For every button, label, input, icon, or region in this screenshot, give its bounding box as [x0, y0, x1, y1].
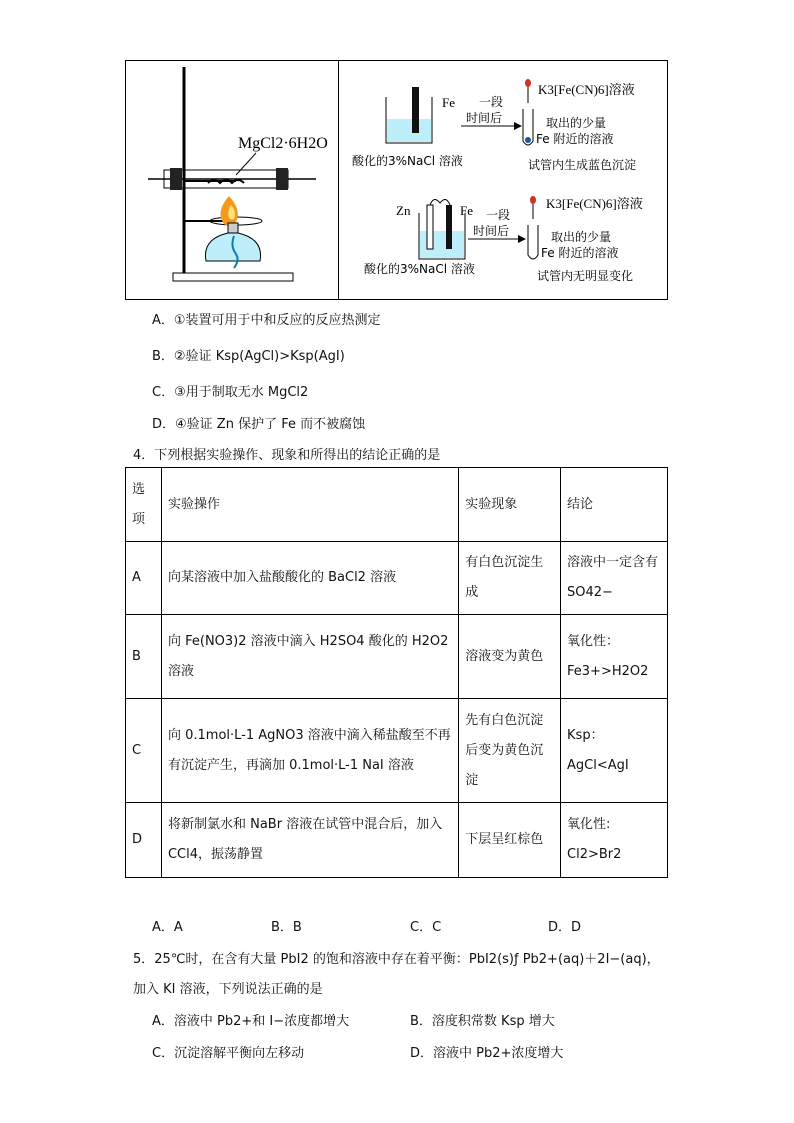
exp2-electrode-zn: Zn [396, 203, 411, 218]
row-phenomenon: 下层呈红棕色 [459, 803, 561, 878]
row-option: D [126, 803, 162, 878]
exp1-electrode: Fe [442, 95, 455, 110]
row-option: B [126, 615, 162, 699]
horizontal-tube [148, 168, 316, 190]
q5-stem-line-2: 加入 KI 溶液，下列说法正确的是 [133, 982, 323, 997]
exp1-solution: 酸化的3%NaCl 溶液 [352, 154, 463, 168]
exp1-sample-1: 取出的少量 [546, 116, 607, 130]
exp1-sample-2: Fe 附近的溶液 [536, 132, 614, 146]
row-option: C [126, 699, 162, 803]
exp2-arrow-text-1: 一段 [486, 208, 511, 222]
exp2-sample-2: Fe 附近的溶液 [541, 246, 619, 260]
exp1-reagent: K3[Fe(CN)6]溶液 [538, 82, 635, 97]
exp2-electrode-fe: Fe [460, 203, 473, 218]
q5-option-a: A．溶液中 Pb2+和 I−浓度都增大 [152, 1014, 350, 1029]
exp1-test-tube [523, 79, 533, 145]
row-phenomenon: 先有白色沉淀后变为黄色沉淀 [459, 699, 561, 803]
exp2-arrow-text-2: 时间后 [473, 224, 510, 238]
header-operation: 实验操作 [161, 468, 458, 542]
q5-stem-line-1: 5．25℃时，在含有大量 PbI2 的饱和溶液中存在着平衡：PbI2(s)ƒ Pb2+(aq)＋2I−(aq)， [133, 952, 660, 967]
row-operation: 向某溶液中加入盐酸酸化的 BaCl2 溶液 [161, 542, 458, 615]
exp2-beaker [419, 199, 465, 259]
q4-answer-c: C．C [410, 920, 442, 935]
q5-option-b: B．溶度积常数 Ksp 增大 [410, 1014, 555, 1029]
q3-option-d: D．④验证 Zn 保护了 Fe 而不被腐蚀 [152, 417, 366, 432]
q4-answer-b: B．B [271, 920, 302, 935]
row-conclusion: Ksp：AgCl<AgI [561, 699, 668, 803]
row-phenomenon: 有白色沉淀生成 [459, 542, 561, 615]
q3-option-c: C．③用于制取无水 MgCl2 [152, 385, 309, 400]
q4-table [125, 467, 668, 878]
row-operation: 向 0.1mol·L-1 AgNO3 溶液中滴入稀盐酸至不再有沉淀产生，再滴加 0.1mol·L-1 NaI 溶液 [161, 699, 458, 803]
row-operation: 向 Fe(NO3)2 溶液中滴入 H2SO4 酸化的 H2O2 溶液 [161, 615, 458, 699]
exp2-test-tube [528, 196, 538, 259]
experiment-figure [125, 60, 668, 300]
exp2-solution: 酸化的3%NaCl 溶液 [364, 262, 475, 276]
exp1-arrow-text-2: 时间后 [466, 111, 503, 125]
q4-stem: 4．下列根据实验操作、现象和所得出的结论正确的是 [133, 448, 441, 463]
q4-answer-d: D．D [548, 920, 582, 935]
figure-drawing [126, 61, 669, 301]
q4-answer-a: A．A [152, 920, 183, 935]
table-row [126, 542, 668, 615]
row-conclusion: 溶液中一定含有 SO42− [561, 542, 668, 615]
row-phenomenon: 溶液变为黄色 [459, 615, 561, 699]
table-row [126, 699, 668, 803]
q5-option-c: C．沉淀溶解平衡向左移动 [152, 1046, 305, 1061]
row-conclusion: 氧化性：Fe3+>H2O2 [561, 615, 668, 699]
mgcl2-label: MgCl2·6H2O [238, 135, 328, 152]
exp2-sample-1: 取出的少量 [551, 230, 612, 244]
q3-option-a: A．①装置可用于中和反应的反应热测定 [152, 313, 381, 328]
header-option: 选项 [126, 468, 162, 542]
table-row [126, 615, 668, 699]
row-operation: 将新制氯水和 NaBr 溶液在试管中混合后，加入 CCl4，振荡静置 [161, 803, 458, 878]
table-row [126, 803, 668, 878]
q3-option-b: B．②验证 Ksp(AgCl)>Ksp(AgI) [152, 349, 345, 364]
exp1-arrow-text-1: 一段 [479, 95, 504, 109]
exp2-result: 试管内无明显变化 [537, 269, 634, 283]
q5-option-d: D．溶液中 Pb2+浓度增大 [410, 1046, 564, 1061]
header-conclusion: 结论 [561, 468, 668, 542]
exp1-result: 试管内生成蓝色沉淀 [528, 158, 637, 172]
row-option: A [126, 542, 162, 615]
exp2-reagent: K3[Fe(CN)6]溶液 [546, 196, 643, 211]
row-conclusion: 氧化性: Cl2>Br2 [561, 803, 668, 878]
alcohol-lamp [205, 196, 260, 268]
header-phenomenon: 实验现象 [459, 468, 561, 542]
exp1-beaker [386, 87, 432, 143]
table-header-row [126, 468, 668, 542]
